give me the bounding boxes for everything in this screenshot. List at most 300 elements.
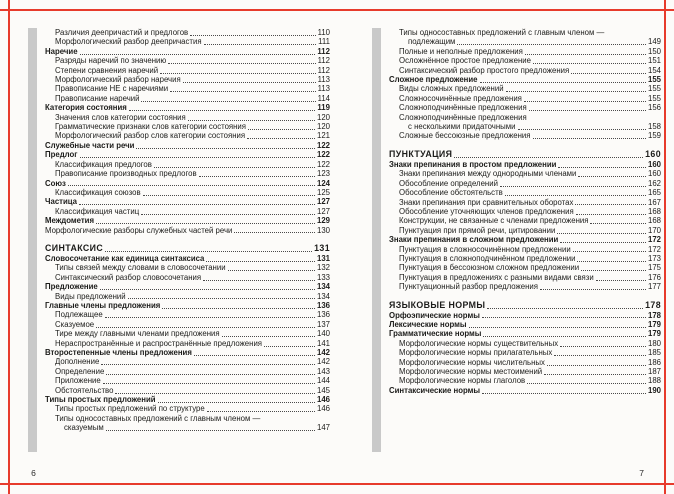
entry-title: Виды сложных предложений [399,84,504,94]
dot-leader [576,214,646,215]
toc-entry [45,301,330,310]
dot-leader [207,411,315,412]
toc-entry [389,37,661,46]
entry-title: Классификация союзов [55,187,141,197]
entry-title: Сказуемое [55,319,95,329]
toc-entry [389,273,661,282]
toc-entry [45,226,330,235]
entry-title: Знаки препинания в простом предложении [389,159,557,169]
entry-title: Нераспространённые и распространённые предложения [55,338,263,348]
entry-page-number: 142 [316,357,330,367]
page-left [28,18,333,478]
entry-page-number: 179 [647,329,661,339]
toc-entry [45,103,330,112]
dot-leader [234,232,315,233]
toc-entry [45,122,330,131]
toc-entry [45,273,330,282]
entry-page-number: 168 [647,206,661,216]
entry-title: Правописание производных предлогов [55,169,197,179]
entry-page-number: 176 [647,272,661,282]
dot-leader [264,346,315,347]
entry-title: Различия деепричастий и предлогов [55,28,189,37]
entry-page-number: 149 [647,37,661,47]
dot-leader [560,346,646,347]
dot-leader [204,44,317,45]
entry-page-number: 111 [318,37,330,47]
dot-leader [141,214,315,215]
entry-title: Предлог [45,150,78,160]
toc-entry [45,131,330,140]
toc-entry [389,311,661,320]
entry-page-number: 122 [316,159,330,169]
entry-title: Морфологические разборы служебных частей речи [45,225,233,235]
toc-entry [389,226,661,235]
entry-page-number: 185 [647,348,661,358]
entry-title: Правописание НЕ с наречиями [55,84,169,94]
entry-title: Подлежащее [55,310,103,320]
toc-entry [45,339,330,348]
toc-entry [45,169,330,178]
entry-title: Обособление уточняющих членов предложения [399,206,574,216]
dot-leader [482,393,646,394]
entry-page-number: 179 [647,319,661,329]
entry-title: Синтаксический разбор простого предложения [399,65,570,75]
toc-entry [45,56,330,65]
entry-title: Морфологические нормы местоимений [399,367,543,376]
entry-page-number: 158 [647,122,661,132]
dot-leader [194,355,315,356]
dot-leader [547,365,646,366]
entry-page-number: 130 [316,225,330,235]
toc-entry [389,148,661,160]
entry-page-number: 156 [647,103,661,113]
dot-leader [557,233,646,234]
toc-entry [389,254,661,263]
entry-page-number: 112 [317,46,330,56]
dot-leader [573,251,646,252]
dot-leader [222,336,315,337]
toc-entry [45,367,330,376]
entry-page-number: 120 [316,112,330,122]
dot-leader [188,120,315,121]
entry-page-number: 113 [317,84,330,94]
dot-leader [228,270,315,271]
entry-page-number: 121 [316,131,330,141]
dot-leader [480,82,646,83]
dot-leader [558,167,646,168]
toc-entry [389,66,661,75]
entry-title: Обособление определений [399,178,498,188]
dot-leader [483,336,646,337]
entry-title: Осложнённое простое предложение [399,56,531,66]
entry-title: Второстепенные члены предложения [45,348,192,357]
entry-page-number: 180 [647,338,661,348]
dot-leader [457,44,646,45]
dot-leader [143,195,315,196]
entry-page-number: 159 [647,131,661,141]
toc-entry [45,197,330,206]
toc-entry [45,292,330,301]
dot-leader [128,298,315,299]
toc-entry [45,329,330,338]
toc-entry [45,423,330,432]
entry-title: Словосочетание как единица синтаксиса [45,253,205,263]
toc-entry [45,160,330,169]
entry-title: Типы связей между словами в словосочетании [55,263,226,273]
dot-leader [168,63,315,64]
entry-page-number: 165 [647,188,661,198]
toc-entry [389,282,661,291]
entry-page-number: 127 [316,206,330,216]
entry-page-number: 110 [317,28,330,37]
entry-page-number: 175 [647,263,661,273]
dot-leader [454,157,643,158]
entry-page-number: 113 [317,75,330,85]
entry-page-number: 168 [647,216,661,226]
entry-title: Классификация частиц [55,206,140,216]
dot-leader [524,101,646,102]
entry-page-number: 146 [316,395,330,405]
entry-title: Пунктуация в предложениях с разными видами связи [399,272,594,282]
entry-title: Классификация предлогов [55,159,152,169]
entry-page-number: 187 [647,367,661,376]
dot-leader [100,289,315,290]
entry-title: Знаки препинания между однородными членами [399,169,577,179]
toc-entry [45,47,330,56]
toc-entry [389,94,661,103]
entry-title: Типы односоставных предложений с главным членом — [399,28,605,37]
entry-page-number: 136 [316,310,330,320]
entry-title: Обособление обстоятельств [399,188,503,198]
toc-entry [389,122,661,131]
entry-page-number: 162 [647,178,661,188]
dot-leader [203,280,315,281]
red-trim-line-right [664,0,666,494]
page-number: 6 [31,468,36,478]
toc-entry [389,348,661,357]
toc-entry [389,131,661,140]
entry-page-number: 124 [316,178,330,188]
dot-leader [500,186,646,187]
entry-page-number: 145 [316,385,330,395]
entry-title: Полные и неполные предложения [399,46,523,56]
entry-title: Приложение [55,376,101,386]
entry-title: Тире между главными членами предложения [55,329,220,339]
toc-entry [45,282,330,291]
red-trim-line-bottom [0,483,674,485]
entry-title: Лексические нормы [389,319,467,329]
entry-page-number: 119 [317,103,330,113]
dot-leader [129,110,316,111]
toc-entry [45,66,330,75]
entry-title: Конструкции, не связанные с членами предложения [399,216,589,226]
toc-entry [45,179,330,188]
dot-leader [136,148,315,149]
dot-leader [540,289,646,290]
entry-title: Разряды наречий по значению [55,56,167,66]
dot-leader [506,91,646,92]
entry-title: Пунктуационный разбор предложения [399,282,538,292]
dot-leader [469,327,646,328]
dot-leader [482,317,646,318]
entry-page-number: 141 [316,338,330,348]
entry-page-number: 112 [317,56,330,66]
dot-leader [79,204,315,205]
entry-title: Морфологические нормы числительных [399,357,545,367]
dot-leader [105,251,312,252]
entry-title: Пунктуация при прямой речи, цитировании [399,225,556,235]
entry-page-number: 172 [647,244,661,254]
red-trim-line-top [0,9,674,11]
toc-entry [389,367,661,376]
entry-title: ЯЗЫКОВЫЕ НОРМЫ [389,299,486,310]
dot-leader [596,280,646,281]
entry-title: СИНТАКСИС [45,242,104,253]
entry-title: Морфологический разбор деепричастия [55,37,202,47]
toc-entry [389,28,661,37]
entry-title: Обстоятельство [55,385,114,395]
entry-title: Типы простых предложений [45,395,156,405]
entry-page-number: 155 [647,84,661,94]
toc-entry [389,245,661,254]
toc-entry [389,198,661,207]
entry-title: сказуемым [64,423,104,433]
toc-entry [45,386,330,395]
entry-title: Служебные части речи [45,140,135,150]
dot-leader [158,402,315,403]
toc-list-left [45,28,330,433]
dot-leader [554,355,646,356]
entry-page-number: 188 [647,376,661,386]
entry-title: Категория состояния [45,103,127,113]
entry-page-number: 122 [316,150,330,160]
entry-page-number: 160 [645,148,661,159]
entry-title: Синтаксический разбор словосочетания [55,272,202,282]
dot-leader [106,430,315,431]
dot-leader [80,54,316,55]
entry-page-number: 127 [316,197,330,207]
dot-leader [487,308,643,309]
entry-page-number: 143 [316,366,330,376]
toc-entry [45,376,330,385]
toc-entry [389,339,661,348]
entry-page-number: 144 [316,376,330,386]
entry-page-number: 125 [316,187,330,197]
entry-page-number: 120 [316,122,330,132]
toc-entry [389,263,661,272]
entry-title: с несколькими придаточными [408,122,516,132]
dot-leader [525,54,646,55]
dot-leader [141,101,315,102]
red-trim-line-left [8,0,10,494]
dot-leader [578,176,646,177]
toc-entry [45,320,330,329]
dot-leader [527,383,646,384]
toc-entry [389,207,661,216]
entry-page-number: 151 [647,56,661,66]
toc-entry [389,169,661,178]
entry-title: Морфологические нормы прилагательных [399,348,553,358]
entry-title: Дополнение [55,357,100,367]
dot-leader [533,138,646,139]
toc-entry [389,299,661,311]
toc-entry [45,94,330,103]
entry-title: Сложносочинённые предложения [399,93,522,103]
toc-entry [45,37,330,46]
entry-title: Степени сравнения наречий [55,65,159,75]
entry-title: ПУНКТУАЦИЯ [389,148,453,159]
toc-entry [45,310,330,319]
toc-entry [389,320,661,329]
toc-entry [389,188,661,197]
toc-entry [389,113,661,122]
entry-title: Частица [45,197,77,207]
entry-title: Пунктуация в сложносочинённом предложении [399,244,571,254]
entry-title: Морфологический разбор наречия [55,75,181,85]
entry-page-number: 132 [316,263,330,273]
dot-leader [505,195,646,196]
entry-title: Междометия [45,216,95,226]
entry-title: Пунктуация в бессоюзном сложном предложении [399,263,580,273]
toc-entry [389,358,661,367]
toc-entry [45,263,330,272]
dot-leader [103,383,315,384]
entry-title: Знаки препинания в сложном предложении [389,235,559,245]
dot-leader [529,110,646,111]
toc-entry [45,113,330,122]
entry-page-number: 131 [316,253,330,263]
entry-title: Определение [55,366,105,376]
entry-page-number: 160 [647,159,661,169]
entry-title: Предложение [45,282,98,292]
dot-leader [154,167,315,168]
dot-leader [560,242,646,243]
dot-leader [96,223,315,224]
dot-leader [106,374,315,375]
entry-title: Орфоэпические нормы [389,310,480,320]
entry-page-number: 134 [316,291,330,301]
entry-title: Морфологический разбор слов категории состояния [55,131,246,141]
entry-title: Сложное предложение [389,75,478,85]
dot-leader [101,364,315,365]
entry-page-number: 155 [647,93,661,103]
page-number: 7 [639,468,644,478]
entry-page-number: 114 [317,93,330,103]
toc-entry [45,242,330,254]
toc-entry [45,141,330,150]
entry-title: Сложноподчинённые предложения [399,103,527,113]
dot-leader [247,138,315,139]
dot-leader [577,261,646,262]
entry-page-number: 112 [317,65,330,75]
entry-page-number: 167 [647,197,661,207]
entry-title: Морфологические нормы существительных [399,338,559,348]
dot-leader [105,317,315,318]
dot-leader [571,73,646,74]
toc-entry [389,84,661,93]
dot-leader [206,261,315,262]
toc-entry [389,179,661,188]
entry-page-number: 142 [316,348,330,357]
dot-leader [96,327,315,328]
entry-page-number: 129 [316,216,330,226]
entry-title: Морфологические нормы глаголов [399,376,526,386]
toc-entry [389,56,661,65]
entry-title: Типы простых предложений по структуре [55,404,205,414]
entry-page-number: 140 [316,329,330,339]
toc-entry [45,207,330,216]
dot-leader [533,63,646,64]
toc-entry [45,404,330,413]
toc-entry [389,75,661,84]
dot-leader [68,185,315,186]
dot-leader [160,73,315,74]
entry-page-number: 170 [647,225,661,235]
entry-page-number: 155 [647,75,661,85]
entry-title: Грамматические признаки слов категории состояния [55,122,247,132]
entry-page-number: 137 [316,319,330,329]
entry-title: Союз [45,178,66,188]
dot-leader [575,204,646,205]
toc-entry [45,188,330,197]
toc-entry [45,254,330,263]
toc-list-right [389,28,661,395]
toc-entry [45,216,330,225]
entry-page-number: 178 [647,310,661,320]
entry-title: подлежащим [408,37,456,47]
dot-leader [80,157,315,158]
entry-title: Главные члены предложения [45,300,161,310]
entry-page-number: 190 [647,385,661,395]
toc-entry [389,103,661,112]
toc-entry [45,28,330,37]
toc-entry [45,348,330,357]
entry-title: Значения слов категории состояния [55,112,186,122]
entry-title: Пунктуация в сложноподчинённом предложении [399,253,576,263]
dot-leader [199,176,315,177]
entry-title: Наречие [45,46,78,56]
entry-title: Знаки препинания при сравнительных оборотах [399,197,574,207]
entry-page-number: 133 [316,272,330,282]
dot-leader [518,129,646,130]
entry-page-number: 123 [316,169,330,179]
entry-page-number: 173 [647,253,661,263]
entry-page-number: 178 [645,299,661,310]
dot-leader [115,393,315,394]
toc-entry [389,376,661,385]
toc-entry [389,47,661,56]
entry-title: Сложноподчинённые предложения [399,112,527,122]
entry-title: Синтаксические нормы [389,385,481,395]
page-margin-bar [372,28,381,452]
dot-leader [544,374,646,375]
entry-page-number: 147 [316,423,330,433]
entry-title: Виды предложений [55,291,126,301]
dot-leader [183,82,316,83]
toc-entry [45,84,330,93]
dot-leader [248,129,315,130]
dot-leader [590,223,646,224]
toc-entry [389,235,661,244]
page-right [372,18,664,478]
entry-page-number: 136 [316,300,330,310]
entry-page-number: 122 [316,140,330,150]
entry-title: Сложные бессоюзные предложения [399,131,531,141]
toc-entry [45,414,330,423]
dot-leader [170,91,315,92]
page-margin-bar [28,28,37,452]
toc-entry [45,150,330,159]
